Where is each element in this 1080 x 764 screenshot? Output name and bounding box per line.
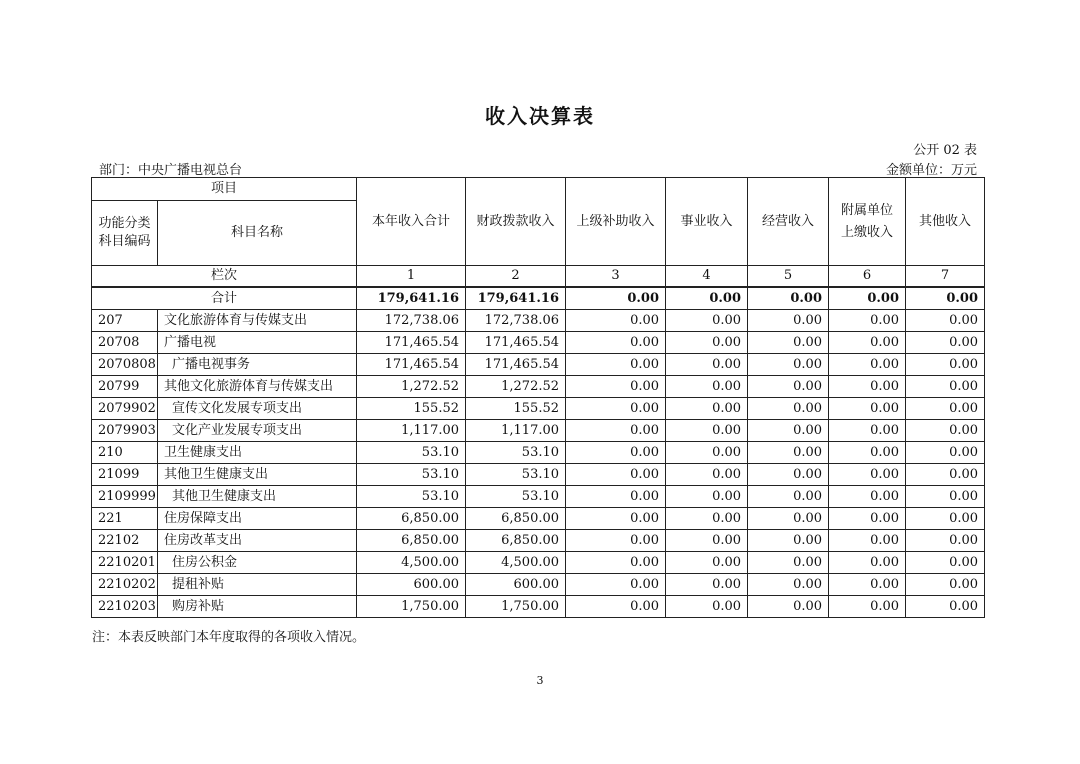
row-value: 0.00 <box>666 420 748 442</box>
row-value: 0.00 <box>748 442 829 464</box>
table-row <box>92 376 985 398</box>
row-value: 0.00 <box>566 552 666 574</box>
row-value: 0.00 <box>566 398 666 420</box>
row-value: 0.00 <box>566 442 666 464</box>
row-value: 0.00 <box>666 464 748 486</box>
table-row <box>92 596 985 618</box>
row-name: 住房保障支出 <box>158 508 357 530</box>
row-value: 0.00 <box>748 398 829 420</box>
row-code: 21099 <box>92 464 158 486</box>
row-code: 2210201 <box>92 552 158 574</box>
row-value: 0.00 <box>906 464 985 486</box>
row-value: 0.00 <box>829 574 906 596</box>
page-title: 收入决算表 <box>485 104 595 128</box>
table-row <box>92 574 985 596</box>
column-number-row <box>92 266 985 288</box>
row-value: 0.00 <box>829 464 906 486</box>
row-value: 0.00 <box>906 354 985 376</box>
total-value: 0.00 <box>829 287 906 310</box>
amount-unit-label: 金额单位：万元 <box>885 163 977 178</box>
row-value: 53.10 <box>357 486 466 508</box>
row-value: 0.00 <box>748 354 829 376</box>
row-code: 2109999 <box>92 486 158 508</box>
row-value: 1,750.00 <box>357 596 466 618</box>
table-row <box>92 332 985 354</box>
row-value: 0.00 <box>566 420 666 442</box>
row-name: 住房公积金 <box>158 552 357 574</box>
row-value: 0.00 <box>906 442 985 464</box>
row-value: 6,850.00 <box>357 530 466 552</box>
row-value: 0.00 <box>829 420 906 442</box>
total-row <box>92 287 985 310</box>
row-value: 0.00 <box>829 376 906 398</box>
row-name: 其他卫生健康支出 <box>158 486 357 508</box>
row-name: 购房补贴 <box>158 596 357 618</box>
header-col-7: 其他收入 <box>906 178 985 266</box>
row-value: 0.00 <box>666 398 748 420</box>
row-name: 提租补贴 <box>158 574 357 596</box>
table-row <box>92 354 985 376</box>
row-value: 1,272.52 <box>466 376 566 398</box>
header-col-5: 经营收入 <box>748 178 829 266</box>
header-col-6-line1: 附属单位 <box>841 202 894 218</box>
row-value: 0.00 <box>566 354 666 376</box>
total-value: 0.00 <box>666 287 748 310</box>
total-value: 179,641.16 <box>466 287 566 310</box>
row-value: 0.00 <box>906 574 985 596</box>
row-value: 0.00 <box>666 596 748 618</box>
row-value: 0.00 <box>566 508 666 530</box>
row-value: 53.10 <box>466 442 566 464</box>
row-value: 1,750.00 <box>466 596 566 618</box>
row-value: 53.10 <box>466 486 566 508</box>
row-code: 22102 <box>92 530 158 552</box>
row-value: 0.00 <box>666 574 748 596</box>
row-value: 600.00 <box>357 574 466 596</box>
department-label: 部门：中央广播电视总台 <box>99 163 243 178</box>
row-value: 0.00 <box>666 530 748 552</box>
column-number-label: 栏次 <box>92 266 357 288</box>
total-value: 0.00 <box>906 287 985 310</box>
row-value: 53.10 <box>357 442 466 464</box>
row-value: 0.00 <box>566 464 666 486</box>
row-value: 171,465.54 <box>466 332 566 354</box>
row-value: 155.52 <box>357 398 466 420</box>
total-value: 179,641.16 <box>357 287 466 310</box>
row-value: 6,850.00 <box>466 530 566 552</box>
table-row <box>92 398 985 420</box>
row-value: 172,738.06 <box>357 310 466 332</box>
row-code: 210 <box>92 442 158 464</box>
row-value: 0.00 <box>748 486 829 508</box>
row-value: 0.00 <box>829 530 906 552</box>
row-value: 1,117.00 <box>466 420 566 442</box>
row-code: 20708 <box>92 332 158 354</box>
table-row <box>92 552 985 574</box>
row-value: 0.00 <box>906 486 985 508</box>
row-name: 文化旅游体育与传媒支出 <box>158 310 357 332</box>
row-value: 0.00 <box>666 354 748 376</box>
row-value: 0.00 <box>666 486 748 508</box>
column-number: 1 <box>357 266 466 288</box>
column-number: 2 <box>466 266 566 288</box>
row-value: 0.00 <box>666 332 748 354</box>
row-value: 1,117.00 <box>357 420 466 442</box>
row-name: 住房改革支出 <box>158 530 357 552</box>
row-value: 0.00 <box>829 310 906 332</box>
header-subject-name: 科目名称 <box>158 201 357 266</box>
row-value: 0.00 <box>666 310 748 332</box>
row-value: 0.00 <box>906 508 985 530</box>
row-value: 0.00 <box>748 596 829 618</box>
table-row <box>92 442 985 464</box>
row-value: 0.00 <box>748 508 829 530</box>
row-value: 0.00 <box>829 486 906 508</box>
row-value: 0.00 <box>906 332 985 354</box>
row-value: 1,272.52 <box>357 376 466 398</box>
row-value: 0.00 <box>906 552 985 574</box>
table-note: 注：本表反映部门本年度取得的各项收入情况。 <box>92 630 366 645</box>
table-row <box>92 464 985 486</box>
header-row-project <box>92 178 985 201</box>
header-col-6-line2: 上缴收入 <box>841 224 894 240</box>
column-number: 6 <box>829 266 906 288</box>
row-value: 0.00 <box>566 310 666 332</box>
total-label: 合计 <box>92 287 357 310</box>
row-value: 0.00 <box>829 354 906 376</box>
row-value: 0.00 <box>748 420 829 442</box>
row-value: 171,465.54 <box>357 354 466 376</box>
row-value: 0.00 <box>748 574 829 596</box>
row-value: 53.10 <box>357 464 466 486</box>
total-value: 0.00 <box>566 287 666 310</box>
row-value: 0.00 <box>829 552 906 574</box>
row-value: 0.00 <box>666 508 748 530</box>
row-value: 4,500.00 <box>466 552 566 574</box>
header-col-4: 事业收入 <box>666 178 748 266</box>
row-value: 0.00 <box>566 376 666 398</box>
row-value: 4,500.00 <box>357 552 466 574</box>
row-value: 0.00 <box>566 596 666 618</box>
row-code: 2079902 <box>92 398 158 420</box>
column-number: 7 <box>906 266 985 288</box>
row-value: 0.00 <box>906 420 985 442</box>
row-name: 卫生健康支出 <box>158 442 357 464</box>
row-value: 0.00 <box>829 596 906 618</box>
row-value: 0.00 <box>666 376 748 398</box>
row-value: 0.00 <box>748 310 829 332</box>
header-func-code <box>92 201 158 266</box>
row-value: 0.00 <box>748 464 829 486</box>
row-value: 0.00 <box>748 530 829 552</box>
row-code: 20799 <box>92 376 158 398</box>
row-value: 0.00 <box>748 376 829 398</box>
total-value: 0.00 <box>748 287 829 310</box>
row-value: 0.00 <box>566 574 666 596</box>
row-value: 6,850.00 <box>466 508 566 530</box>
row-value: 53.10 <box>466 464 566 486</box>
row-name: 广播电视 <box>158 332 357 354</box>
header-func-code-line1: 功能分类 <box>98 216 151 231</box>
row-name: 文化产业发展专项支出 <box>158 420 357 442</box>
column-number: 4 <box>666 266 748 288</box>
row-value: 0.00 <box>906 398 985 420</box>
row-name: 其他卫生健康支出 <box>158 464 357 486</box>
row-value: 0.00 <box>566 530 666 552</box>
row-code: 2079903 <box>92 420 158 442</box>
row-value: 0.00 <box>906 530 985 552</box>
row-value: 172,738.06 <box>466 310 566 332</box>
column-number: 5 <box>748 266 829 288</box>
form-number: 公开 02 表 <box>913 143 977 158</box>
row-name: 宣传文化发展专项支出 <box>158 398 357 420</box>
row-value: 0.00 <box>829 442 906 464</box>
row-value: 0.00 <box>566 332 666 354</box>
row-value: 0.00 <box>566 486 666 508</box>
row-value: 0.00 <box>829 508 906 530</box>
row-code: 2210203 <box>92 596 158 618</box>
row-value: 0.00 <box>906 310 985 332</box>
row-value: 0.00 <box>906 376 985 398</box>
row-value: 0.00 <box>829 398 906 420</box>
header-col-6 <box>829 178 906 266</box>
row-value: 155.52 <box>466 398 566 420</box>
row-name: 广播电视事务 <box>158 354 357 376</box>
row-value: 0.00 <box>666 442 748 464</box>
header-col-3: 上级补助收入 <box>566 178 666 266</box>
row-code: 2210202 <box>92 574 158 596</box>
income-table <box>91 177 985 618</box>
header-col-1: 本年收入合计 <box>357 178 466 266</box>
table-row <box>92 420 985 442</box>
row-code: 2070808 <box>92 354 158 376</box>
row-value: 171,465.54 <box>357 332 466 354</box>
header-col-2: 财政拨款收入 <box>466 178 566 266</box>
header-func-code-line2: 科目编码 <box>98 234 151 249</box>
table-row <box>92 530 985 552</box>
table-row <box>92 486 985 508</box>
row-value: 600.00 <box>466 574 566 596</box>
table-row <box>92 310 985 332</box>
row-value: 0.00 <box>906 596 985 618</box>
row-value: 0.00 <box>666 552 748 574</box>
row-value: 171,465.54 <box>466 354 566 376</box>
row-value: 0.00 <box>829 332 906 354</box>
row-value: 0.00 <box>748 332 829 354</box>
row-value: 0.00 <box>748 552 829 574</box>
row-code: 221 <box>92 508 158 530</box>
table-row <box>92 508 985 530</box>
page-number: 3 <box>536 674 544 687</box>
row-value: 6,850.00 <box>357 508 466 530</box>
column-number: 3 <box>566 266 666 288</box>
header-project: 项目 <box>92 178 357 201</box>
row-name: 其他文化旅游体育与传媒支出 <box>158 376 357 398</box>
row-code: 207 <box>92 310 158 332</box>
